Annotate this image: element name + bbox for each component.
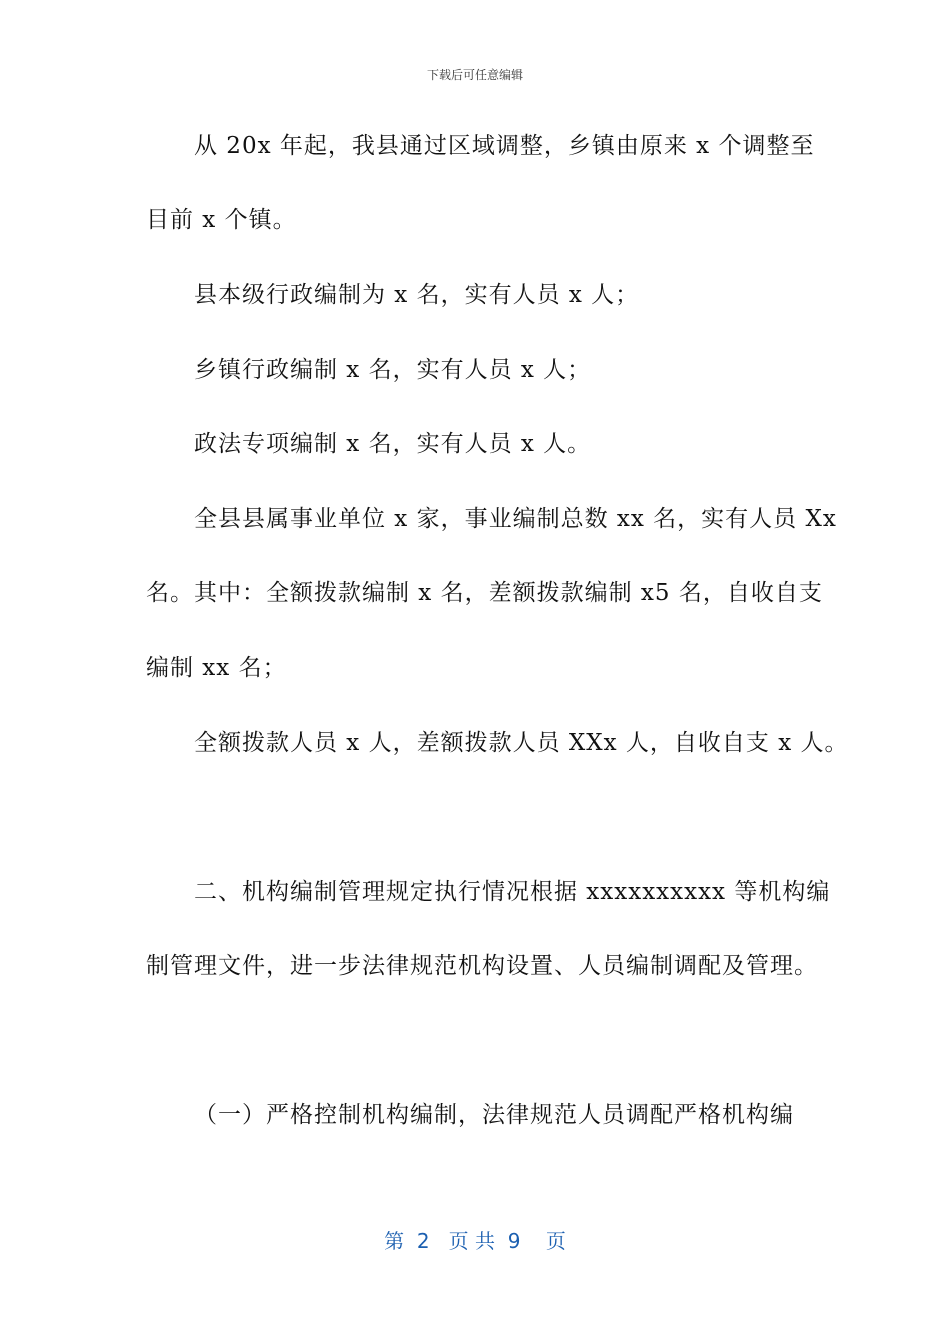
paragraph-line: 从 20x 年起，我县通过区域调整，乡镇由原来 x 个调整至 [194,133,815,159]
paragraph-line: 制管理文件，进一步法律规范机构设置、人员编制调配及管理。 [146,953,818,979]
subsection-heading-line: （一）严格控制机构编制，法律规范人员调配严格机构编 [194,1102,794,1128]
page-number: 第 2 页 共 9 页 [384,1229,566,1253]
paragraph-line: 编制 xx 名； [146,655,287,681]
page-header-note: 下载后可任意编辑 [426,68,523,82]
paragraph-line: 全额拨款人员 x 人，差额拨款人员 XXx 人，自收自支 x 人。 [194,730,849,756]
paragraph-line: 目前 x 个镇。 [146,207,297,233]
paragraph-line: 全县县属事业单位 x 家，事业编制总数 xx 名，实有人员 Xx [194,506,837,532]
paragraph-line: 乡镇行政编制 x 名，实有人员 x 人； [194,357,592,383]
paragraph-line: 名。其中：全额拨款编制 x 名，差额拨款编制 x5 名，自收自支 [146,580,823,606]
section-heading-line: 二、机构编制管理规定执行情况根据 xxxxxxxxxx 等机构编 [194,879,831,905]
paragraph-line: 县本级行政编制为 x 名，实有人员 x 人； [194,282,640,308]
paragraph-line: 政法专项编制 x 名，实有人员 x 人。 [194,431,592,457]
